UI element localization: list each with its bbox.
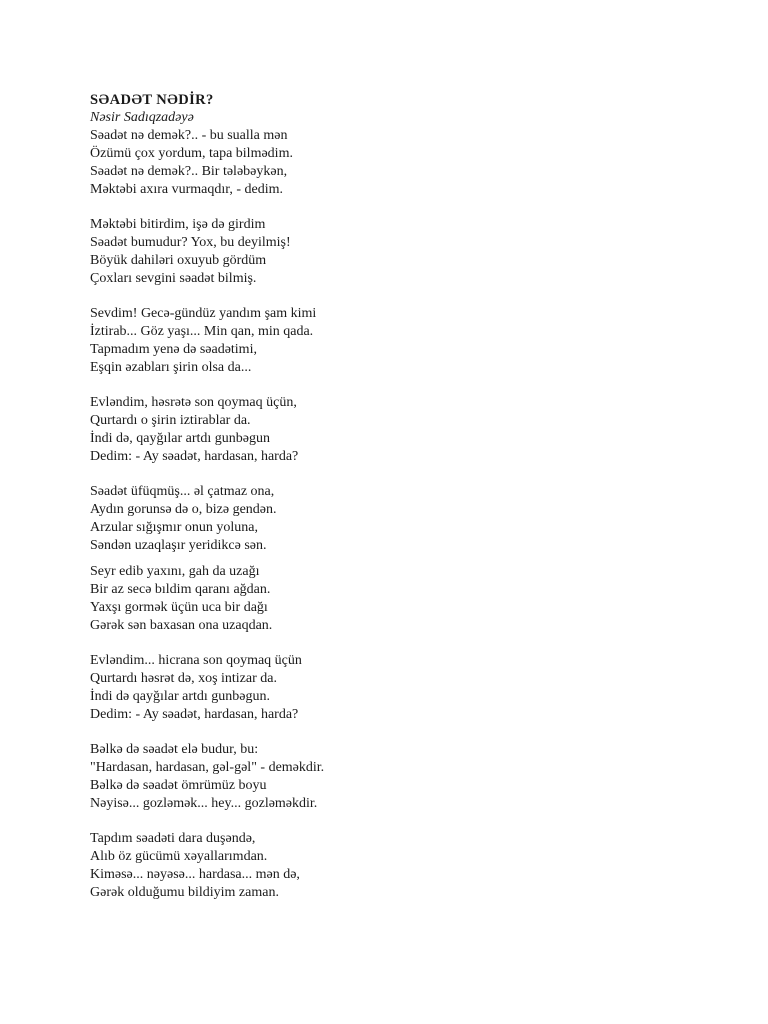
poem-line: Bəlkə də səadət ömrümüz boyu xyxy=(90,778,267,793)
poem-line: Dedim: - Ay səadət, hardasan, harda? xyxy=(90,449,299,464)
poem-line: Evləndim, həsrətə son qoymaq üçün, xyxy=(90,395,297,410)
poem-line: Evləndim... hicrana son qoymaq üçün xyxy=(90,653,302,668)
stanza-7 xyxy=(90,652,690,724)
poem-line: İndi də, qayğılar artdı gunbəgun xyxy=(90,431,271,446)
poem-line: İztirab... Göz yaşı... Min qan, min qada. xyxy=(90,324,314,339)
poem-line: Bir az secə bıldim qaranı ağdan. xyxy=(90,582,271,597)
poem-line: Aydın gorunsə də o, bizə gendən. xyxy=(90,502,277,517)
poem-line: Səadət üfüqmüş... əl çatmaz ona, xyxy=(90,484,275,499)
poem-line: Seyr edib yaxını, gah da uzağı xyxy=(90,564,260,579)
poem-line: Bəlkə də səadət elə budur, bu: xyxy=(90,742,259,757)
poem-page xyxy=(90,91,690,902)
stanza-4 xyxy=(90,394,690,466)
poem-line: Səadət nə demək?.. Bir tələbəykən, xyxy=(90,164,288,179)
poem-line: Səadət bumudur? Yox, bu deyilmiş! xyxy=(90,235,291,250)
poem-line: Gərək sən baxasan ona uzaqdan. xyxy=(90,618,273,633)
poem-line: Məktəbi axıra vurmaqdır, - dedim. xyxy=(90,182,284,197)
poem-line: Yaxşı gormək üçün uca bir dağı xyxy=(90,600,268,615)
stanza-6 xyxy=(90,563,690,635)
poem-line: İndi də qayğılar artdı gunbəgun. xyxy=(90,689,271,704)
poem-line: Arzular sığışmır onun yoluna, xyxy=(90,520,258,535)
stanza-1 xyxy=(90,127,690,199)
stanza-2 xyxy=(90,216,690,288)
poem-line: Özümü çox yordum, tapa bilmədim. xyxy=(90,146,293,161)
poem-line: "Hardasan, hardasan, gəl-gəl" - deməkdir. xyxy=(90,760,325,775)
poem-line: Qurtardı o şirin iztirablar da. xyxy=(90,413,251,428)
poem-line: Qurtardı həsrət də, xoş intizar da. xyxy=(90,671,277,686)
poem-line: Alıb öz gücümü xəyallarımdan. xyxy=(90,849,268,864)
poem-line: Məktəbi bitirdim, işə də girdim xyxy=(90,217,266,232)
poem-line: Tapdım səadəti dara duşəndə, xyxy=(90,831,256,846)
poem-line: Gərək olduğumu bildiyim zaman. xyxy=(90,885,279,900)
poem-line: Dedim: - Ay səadət, hardasan, harda? xyxy=(90,707,299,722)
poem-line: Kiməsə... nəyəsə... hardasa... mən də, xyxy=(90,867,300,882)
stanza-3 xyxy=(90,305,690,377)
poem-line: Səndən uzaqlaşır yeridikcə sən. xyxy=(90,538,267,553)
stanza-9 xyxy=(90,830,690,902)
poem-title: SƏADƏT NƏDİR? xyxy=(90,92,214,108)
poem-line: Çoxları sevgini səadət bilmiş. xyxy=(90,271,257,286)
stanza-8 xyxy=(90,741,690,813)
poem-line: Nəyisə... gozləmək... hey... gozləməkdir. xyxy=(90,796,318,811)
poem-line: Böyük dahiləri oxuyub gördüm xyxy=(90,253,267,268)
stanza-5 xyxy=(90,483,690,555)
poem-line: Səadət nə demək?.. - bu sualla mən xyxy=(90,128,288,143)
poem-dedication: Nəsir Sadıqzadəyə xyxy=(90,110,194,125)
poem-line: Eşqin əzabları şirin olsa da... xyxy=(90,360,252,375)
poem-line: Sevdim! Gecə-gündüz yandım şam kimi xyxy=(90,306,317,321)
poem-line: Tapmadım yenə də səadətimi, xyxy=(90,342,257,357)
